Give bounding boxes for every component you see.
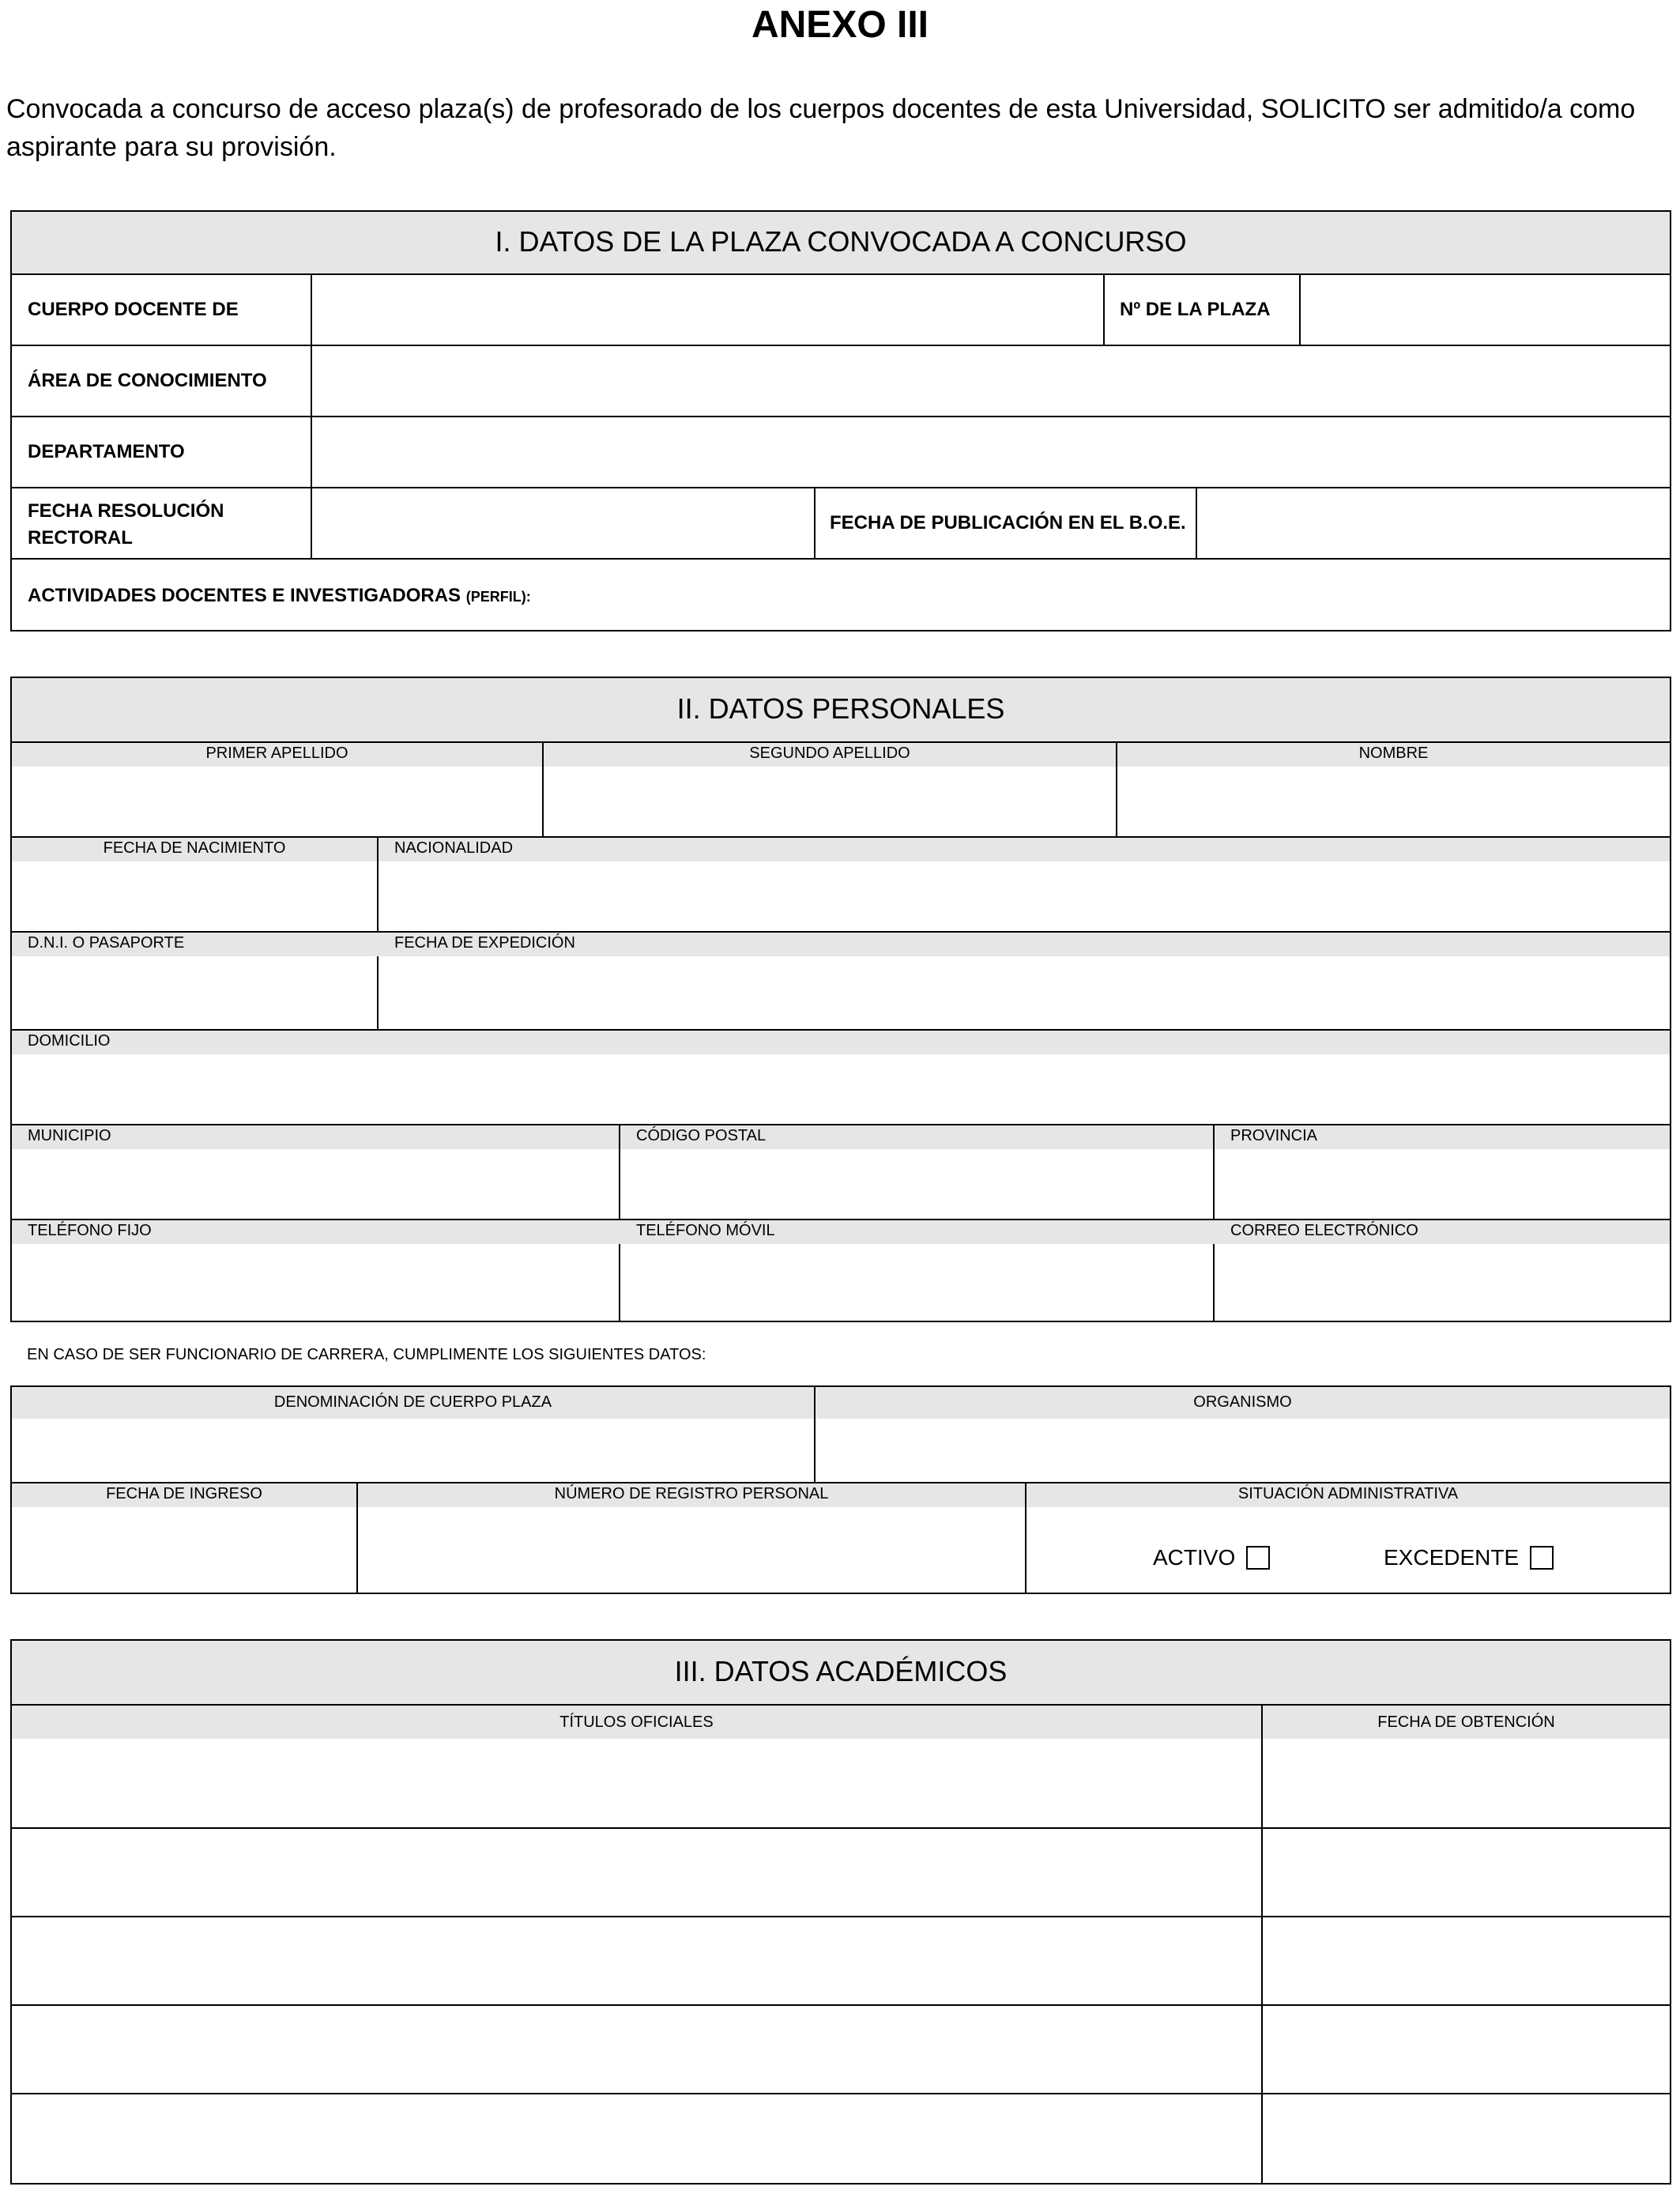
divider [1103, 273, 1105, 345]
section-personales [10, 677, 1671, 1322]
titulo-field[interactable] [12, 2094, 1261, 2183]
section-title-academicos: III. DATOS ACADÉMICOS [674, 1655, 1008, 1687]
fecha-obtencion-field[interactable] [1263, 2006, 1670, 2093]
fecha-obtencion-field[interactable] [1263, 1917, 1670, 2004]
label-num-registro: NÚMERO DE REGISTRO PERSONAL [554, 1485, 829, 1502]
label-band [12, 933, 1670, 956]
activo-option[interactable] [1153, 1545, 1270, 1570]
cuerpo-docente-field[interactable] [312, 275, 1102, 345]
label-segundo-apellido: SEGUNDO APELLIDO [749, 745, 910, 762]
label-telefono-movil: TELÉFONO MÓVIL [636, 1222, 775, 1239]
area-field[interactable] [312, 346, 1670, 416]
label-band [12, 1031, 1670, 1054]
primer-apellido-field[interactable] [12, 767, 542, 836]
label-dni: D.N.I. O PASAPORTE [28, 934, 185, 952]
divider [814, 487, 816, 558]
document-title: ANEXO III [751, 4, 929, 46]
label-fecha-resolucion-line2: RECTORAL [28, 527, 133, 548]
funcionario-note: EN CASO DE SER FUNCIONARIO DE CARRERA, CUMPLIMENTE LOS SIGUIENTES DATOS: [27, 1346, 706, 1363]
label-titulos: TÍTULOS OFICIALES [559, 1713, 714, 1731]
label-fecha-nacimiento: FECHA DE NACIMIENTO [103, 839, 286, 857]
provincia-field[interactable] [1215, 1149, 1670, 1219]
label-area: ÁREA DE CONOCIMIENTO [28, 370, 267, 391]
label-codigo-postal: CÓDIGO POSTAL [636, 1127, 767, 1144]
fecha-nacimiento-field[interactable] [12, 861, 377, 931]
segundo-apellido-field[interactable] [544, 767, 1116, 836]
label-nombre: NOMBRE [1358, 745, 1429, 762]
label-actividades-text: ACTIVIDADES DOCENTES E INVESTIGADORAS [28, 585, 461, 606]
telefono-movil-field[interactable] [620, 1244, 1213, 1321]
section-title-plaza: I. DATOS DE LA PLAZA CONVOCADA A CONCURSO [495, 225, 1187, 258]
telefono-fijo-field[interactable] [12, 1244, 619, 1321]
nacionalidad-field[interactable] [379, 861, 1670, 931]
departamento-field[interactable] [312, 417, 1670, 487]
label-fecha-ingreso: FECHA DE INGRESO [106, 1485, 262, 1502]
label-nacionalidad: NACIONALIDAD [394, 839, 514, 857]
fecha-obtencion-field[interactable] [1263, 1829, 1670, 1916]
label-municipio: MUNICIPIO [28, 1127, 111, 1144]
label-fecha-obtencion: FECHA DE OBTENCIÓN [1377, 1713, 1555, 1731]
section-academicos [10, 1639, 1671, 2185]
fecha-resolucion-field[interactable] [312, 488, 813, 558]
dni-field[interactable] [12, 956, 377, 1029]
section-plaza [10, 210, 1671, 631]
label-fecha-resolucion-line1: FECHA RESOLUCIÓN [28, 500, 224, 522]
label-departamento: DEPARTAMENTO [28, 441, 185, 462]
municipio-field[interactable] [12, 1149, 619, 1219]
label-correo: CORREO ELECTRÓNICO [1230, 1222, 1418, 1239]
titulo-field[interactable] [12, 1917, 1261, 2004]
excedente-option[interactable] [1384, 1545, 1554, 1570]
fecha-expedicion-field[interactable] [379, 956, 1670, 1029]
label-fecha-boe: FECHA DE PUBLICACIÓN EN EL B.O.E. [830, 512, 1186, 533]
organismo-field[interactable] [816, 1419, 1670, 1482]
titulo-field[interactable] [12, 2006, 1261, 2093]
num-plaza-field[interactable] [1301, 275, 1670, 345]
intro-paragraph: Convocada a concurso de acceso plaza(s) de profesorado de los cuerpos docentes de esta Universidad, SOLICITO ser admitido/a como aspirante para su provisión. [6, 94, 1636, 162]
label-perfil: (PERFIL): [465, 589, 531, 605]
fecha-boe-field[interactable] [1197, 488, 1670, 558]
label-denominacion: DENOMINACIÓN DE CUERPO PLAZA [273, 1393, 552, 1411]
codigo-postal-field[interactable] [620, 1149, 1213, 1219]
label-primer-apellido: PRIMER APELLIDO [205, 745, 348, 762]
funcionario-table [10, 1385, 1671, 1594]
fecha-obtencion-field[interactable] [1263, 1739, 1670, 1827]
titulo-field[interactable] [12, 1739, 1261, 1827]
domicilio-field[interactable] [12, 1054, 1670, 1124]
titulo-field[interactable] [12, 1829, 1261, 1916]
label-telefono-fijo: TELÉFONO FIJO [28, 1222, 152, 1239]
denominacion-field[interactable] [12, 1419, 814, 1482]
excedente-checkbox[interactable] [1530, 1546, 1554, 1570]
label-domicilio: DOMICILIO [28, 1032, 111, 1050]
fecha-ingreso-field[interactable] [12, 1507, 356, 1593]
fecha-obtencion-field[interactable] [1263, 2094, 1670, 2183]
label-provincia: PROVINCIA [1230, 1127, 1318, 1144]
nombre-field[interactable] [1117, 767, 1670, 836]
label-band [12, 1125, 1670, 1149]
label-num-plaza: Nº DE LA PLAZA [1120, 299, 1271, 320]
excedente-label: EXCEDENTE [1384, 1545, 1520, 1570]
section-title-personales: II. DATOS PERSONALES [676, 692, 1005, 725]
label-fecha-expedicion: FECHA DE EXPEDICIÓN [394, 934, 575, 952]
actividades-field[interactable] [518, 560, 1670, 630]
label-situacion: SITUACIÓN ADMINISTRATIVA [1237, 1485, 1459, 1502]
label-actividades [28, 585, 531, 607]
correo-field[interactable] [1215, 1244, 1670, 1321]
num-registro-field[interactable] [358, 1507, 1025, 1593]
label-fecha-resolucion [28, 498, 224, 552]
activo-label: ACTIVO [1153, 1545, 1236, 1570]
label-cuerpo-docente: CUERPO DOCENTE DE [28, 299, 239, 320]
label-organismo: ORGANISMO [1193, 1393, 1292, 1411]
activo-checkbox[interactable] [1246, 1546, 1270, 1570]
label-band [12, 1220, 1670, 1244]
